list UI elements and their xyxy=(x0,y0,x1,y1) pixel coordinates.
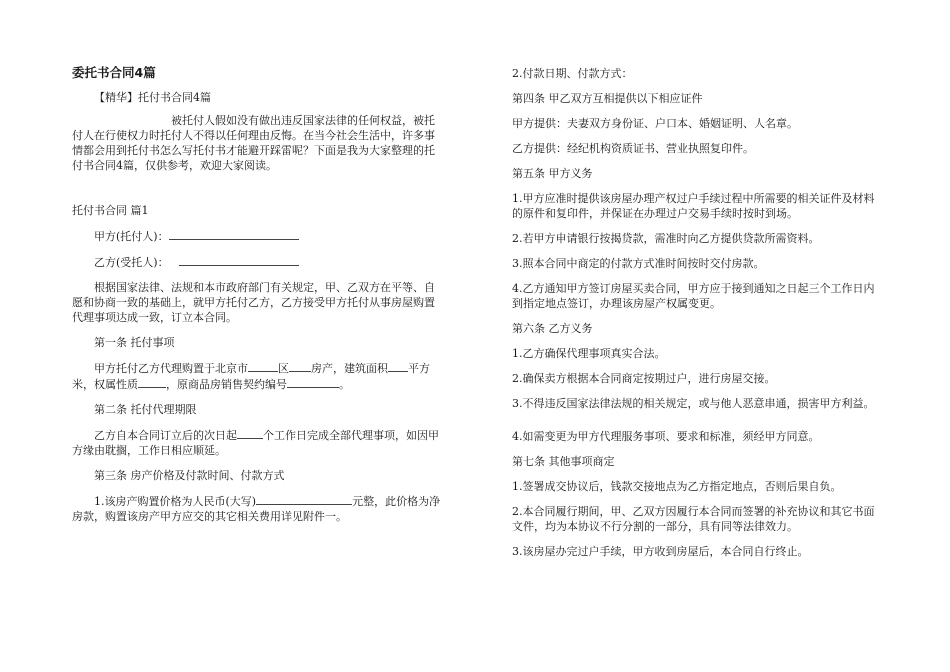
preamble-paragraph: 根据国家法律、法规和本市政府部门有关规定，甲、乙双方在平等、自愿和协商一致的基础上，就甲方托付乙方，乙方接受甲方托付从事房屋购置代理事项达成一致，订立本合同。 xyxy=(72,281,435,324)
party-a-label: 甲方(托付人)： xyxy=(94,230,169,243)
article-6-item-1: 1.乙方确保代理事项真实合法。 xyxy=(512,347,666,360)
article-4-party-b: 乙方提供：经纪机构资质证书、营业执照复印件。 xyxy=(512,142,754,155)
article-7-item-1: 1.签署成交协议后，钱款交接地点为乙方指定地点，否则后果自负。 xyxy=(512,480,842,493)
article-5-item-4: 4.乙方通知甲方签订房屋买卖合同，甲方应于接到通知之日起三个工作日内到指定地点签订，办理该房屋产权属变更。 xyxy=(512,282,875,310)
article-5-item-1: 1.甲方应准时提供该房屋办理产权过户手续过程中所需要的相关证件及材料的原件和复印件，并保证在办理过户交易手续时按时到场。 xyxy=(512,192,875,220)
article-2-title: 第二条 托付代理期限 xyxy=(94,403,197,416)
article-6-item-4: 4.如需变更为甲方代理服务事项、要求和标准，须经甲方同意。 xyxy=(512,430,820,443)
article-7-title: 第七条 其他事项商定 xyxy=(512,455,615,468)
article-1-title: 第一条 托付事项 xyxy=(94,336,175,349)
article-5-item-3: 3.照本合同中商定的付款方式准时间按时交付房款。 xyxy=(512,257,765,270)
article-7-item-3: 3.该房屋办完过户手续，甲方收到房屋后，本合同自行终止。 xyxy=(512,545,809,558)
party-b-blank xyxy=(179,254,299,266)
article-5-title: 第五条 甲方义务 xyxy=(512,167,593,180)
article-3-item-1: 1.该房产购置价格为人民币(大写) 元整，此价格为净房款，购置该房产甲方应交的其它相关费用详见附件一。 xyxy=(72,495,441,523)
article-4-title: 第四条 甲乙双方互相提供以下相应证件 xyxy=(512,92,703,105)
article-6-title: 第六条 乙方义务 xyxy=(512,322,593,335)
article-6-item-2: 2.确保卖方根据本合同商定按期过户，进行房屋交接。 xyxy=(512,372,776,385)
article-1-body: 甲方托付乙方代理购置于北京市 区 房产，建筑面积 平方米，权属性质 ，原商品房销售契约编号 。 xyxy=(72,362,430,391)
article-7-item-2: 2.本合同履行期间，甲、乙双方因履行本合同而签署的补充协议和其它书面文件，均为本协议不行分割的一部分，具有同等法律效力。 xyxy=(512,505,875,533)
left-column xyxy=(72,64,444,524)
party-b-line xyxy=(72,254,444,270)
intro-paragraph: 被托付人假如没有做出违反国家法律的任何权益，被托付人在行使权力时托付人不得以任何理由反悔。在当今社会生活中，许多事情都会用到托付书怎么写托付书才能避开踩雷呢？下面是我为大家整理的托付书合同4篇，仅供参考，欢迎大家阅读。 xyxy=(72,114,435,172)
party-a-blank xyxy=(169,228,299,240)
subtitle: 【精华】托付书合同4篇 xyxy=(94,91,211,104)
article-6-item-3: 3.不得违反国家法律法规的相关规定，或与他人恶意串通，损害甲方利益。 xyxy=(512,397,875,410)
article-4-party-a: 甲方提供：夫妻双方身份证、户口本、婚姻证明、人名章。 xyxy=(512,117,798,130)
document-title: 委托书合同4篇 xyxy=(72,65,156,80)
article-5-item-2: 2.若甲方申请银行按揭贷款，需准时向乙方提供贷款所需资料。 xyxy=(512,232,820,245)
party-a-line xyxy=(72,228,444,244)
right-column xyxy=(512,64,880,559)
article-3-title: 第三条 房产价格及付款时间、付款方式 xyxy=(94,469,285,482)
article-2-body: 乙方自本合同订立后的次日起 个工作日完成全部代理事项，如因甲方缘由耽搁，工作日相应顺延。 xyxy=(72,429,439,457)
item-2-payment: 2.付款日期、付款方式： xyxy=(512,67,633,80)
section-title: 托付书合同 篇1 xyxy=(72,204,149,217)
party-b-label: 乙方(受托人)： xyxy=(94,256,169,269)
